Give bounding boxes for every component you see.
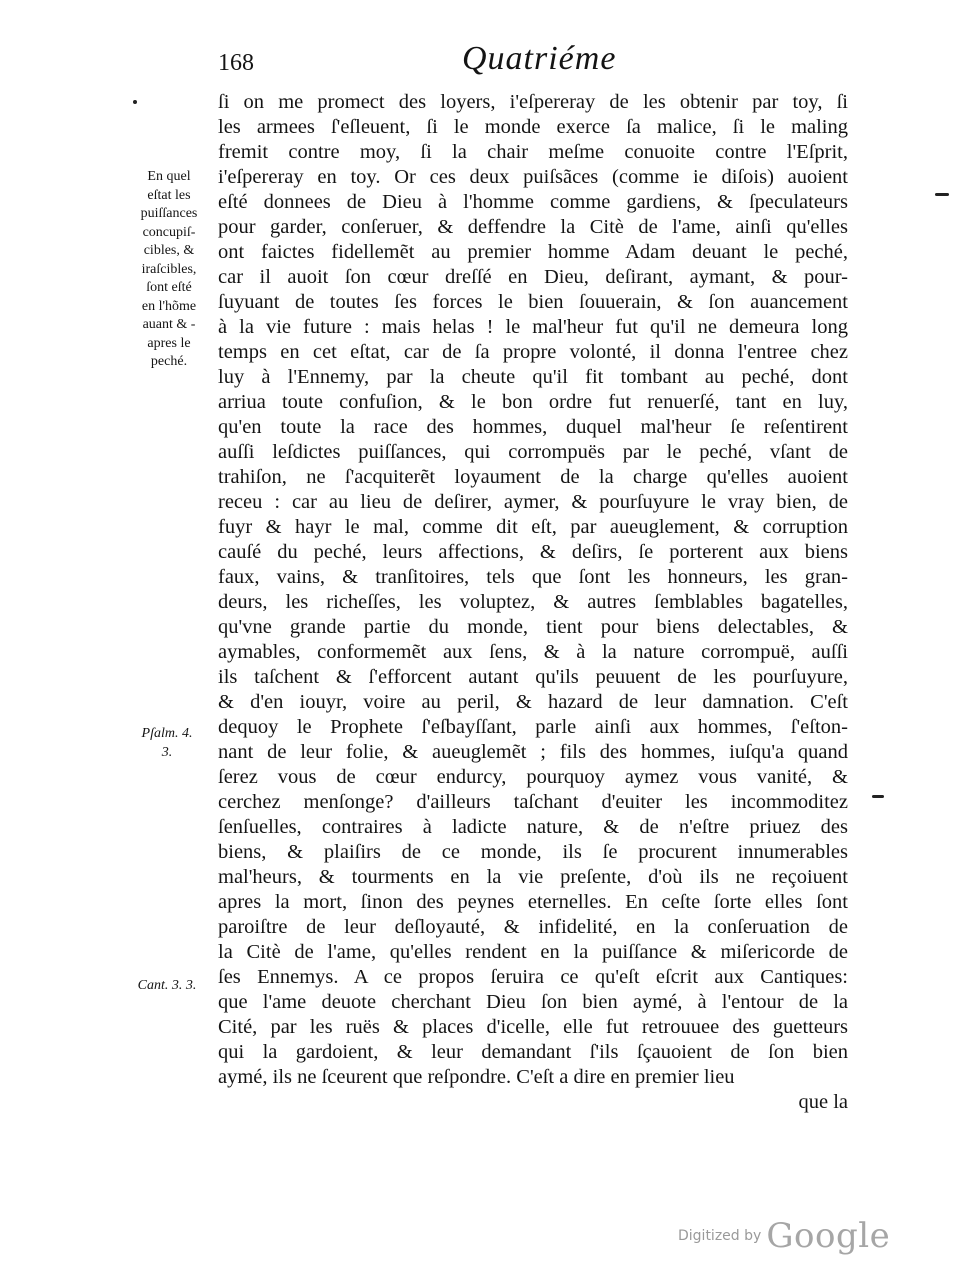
- page-number: 168: [218, 50, 254, 76]
- text-line: qu'vne grande partie du monde, tient pour biens delectables, &: [218, 616, 848, 638]
- margin-note-line: puiſſances: [140, 206, 198, 221]
- text-line: ſes Ennemys. A ce propos ſeruira ce qu'eſt eſcrit aux Cantiques:: [218, 966, 848, 988]
- text-line: & d'en iouyr, voire au peril, & hazard de leur damnation. C'eſt: [218, 691, 848, 713]
- text-line: aymables, conformemẽt aux ſens, & à la nature corrompuë, auſſi: [218, 641, 848, 663]
- margin-note-powers: [124, 168, 214, 372]
- text-line: pour garder, conſeruer, & deffendre la Citè de l'ame, ainſi qu'elles: [218, 216, 848, 238]
- margin-note-line: eſtat les: [147, 187, 191, 203]
- text-line: ſuyuant de toutes ſes forces le bien ſouuerain, & ſon auancement: [218, 291, 848, 313]
- text-line: ſerez vous de cœur endurcy, pourquoy aymez vous vanité, &: [218, 766, 848, 788]
- text-line: que l'ame deuote cherchant Dieu ſon bien aymé, à l'entour de la: [218, 991, 848, 1013]
- text-line: car il auoit ſon cœur dreſſé en Dieu, deſirant, aymant, & pour-: [218, 266, 848, 288]
- margin-note-line: cibles, &: [143, 243, 195, 258]
- text-line: dequoy le Prophete ſ'eſbayſſant, parle ainſi aux hommes, ſ'eſton-: [218, 716, 848, 738]
- text-line: auſſi leſdictes puiſſances, qui corrompuës par le peché, vſant de: [218, 441, 848, 463]
- ink-mark: [133, 100, 137, 104]
- margin-note-line: Pſalm. 4.: [141, 726, 193, 741]
- margin-note-line: en l'hõme: [141, 298, 197, 314]
- text-line: ſi on me promect des loyers, i'eſpereray de les obtenir par toy, ſi: [218, 91, 848, 113]
- text-line: cauſé du peché, leurs affections, & deſirs, ſe porterent aux biens: [218, 541, 848, 563]
- text-line: deurs, les richeſſes, les voluptez, & autres ſemblables bagatelles,: [218, 591, 848, 613]
- body-text-block: [218, 90, 848, 1115]
- text-line: Cité, par les ruës & places d'icelle, elle fut retrouuee des guetteurs: [218, 1016, 848, 1038]
- running-title: Quatriéme: [462, 40, 617, 77]
- watermark-prefix: Digitized by: [678, 1228, 762, 1244]
- catchword: que la: [798, 1091, 848, 1113]
- ink-mark: [872, 795, 884, 798]
- text-line: les armees ſ'eſleuent, ſi le monde exerce ſa malice, ſi le maling: [218, 116, 848, 138]
- text-line: la Citè de l'ame, qu'elles rendent en la puiſſance & miſericorde de: [218, 941, 848, 963]
- text-line: trahiſon, ne ſ'acquiterẽt loyaument de la charge qu'elles auoient: [218, 466, 848, 488]
- text-line: temps en cet eſtat, car de ſa propre volonté, il donna l'entree chez: [218, 341, 848, 363]
- margin-note-canticle-reference: [124, 977, 210, 996]
- text-line: mal'heurs, & tourments en la vie preſente, d'où ils ne reçoiuent: [218, 866, 848, 888]
- margin-note-line: Cant. 3. 3.: [137, 978, 197, 993]
- margin-note-psalm-reference: [124, 725, 210, 762]
- margin-note-line: ſont eſté: [146, 280, 192, 295]
- text-line: nant de leur folie, & aueuglemẽt ; fils des hommes, iuſqu'a quand: [218, 741, 848, 763]
- text-line: à la vie future : mais helas ! le mal'heur fut qu'il ne demeura long: [218, 316, 848, 338]
- text-line: luy à l'Ennemy, par la cheute qu'il fit tombant au peché, dont: [218, 366, 848, 388]
- text-line: apres la mort, ſinon des peynes eternelles. En ceſte ſorte elles ſont: [218, 891, 848, 913]
- text-line: eſté donnees de Dieu à l'homme comme gardiens, & ſpeculateurs: [218, 191, 848, 213]
- digitization-watermark: [678, 1216, 890, 1256]
- text-line: ont faictes fidellemẽt au premier homme Adam deuant le peché,: [218, 241, 848, 263]
- text-line: arriua toute confuſion, & le bon ordre fut renuerſé, tant en luy,: [218, 391, 848, 413]
- text-line: cerchez menſonge? d'ailleurs taſchant d'euiter les incommoditez: [218, 791, 848, 813]
- text-line: ils taſchent & ſ'efforcent autant qu'ils peuuent de les pourſuyure,: [218, 666, 848, 688]
- text-line: qui la gardoient, & leur demandant ſ'ils ſçauoient de ſon bien: [218, 1041, 848, 1063]
- text-line: fuyr & hayr le mal, comme dit eſt, par aueuglement, & corruption: [218, 516, 848, 538]
- text-line: aymé, ils ne ſceurent que reſpondre. C'eſt a dire en premier lieu: [218, 1066, 735, 1088]
- text-line: receu : car au lieu de deſirer, aymer, & pourſuyure le vray bien, de: [218, 491, 848, 513]
- text-line: fremit contre moy, ſi la chair meſme conuoite contre l'Eſprit,: [218, 141, 848, 163]
- ink-mark: [935, 193, 949, 196]
- text-line: biens, & plaiſirs de ce monde, ils ſe procurent innumerables: [218, 841, 848, 863]
- text-line: qu'en toute la race des hommes, duquel mal'heur ſe reſentirent: [218, 416, 848, 438]
- margin-note-line: peché.: [150, 354, 188, 369]
- margin-note-line: En quel: [147, 169, 191, 184]
- text-line: ſenſuelles, contraires à ladicte nature, & de n'eſtre priuez des: [218, 816, 848, 838]
- margin-note-line: apres le: [147, 335, 191, 351]
- margin-note-line: 3.: [161, 744, 173, 760]
- text-line: i'eſpereray en toy. Or ces deux puiſsãces (comme ie diſois) auoient: [218, 166, 848, 188]
- google-logo: Google: [766, 1216, 891, 1256]
- margin-note-line: concupiſ-: [142, 224, 196, 240]
- text-line: faux, vains, & tranſitoires, tels que ſont les honneurs, les gran-: [218, 566, 848, 588]
- margin-note-line: iraſcibles,: [141, 261, 197, 277]
- margin-note-line: auant & -: [142, 317, 196, 332]
- text-line: paroiſtre de leur deſloyauté, & infidelité, en la conſeruation de: [218, 916, 848, 938]
